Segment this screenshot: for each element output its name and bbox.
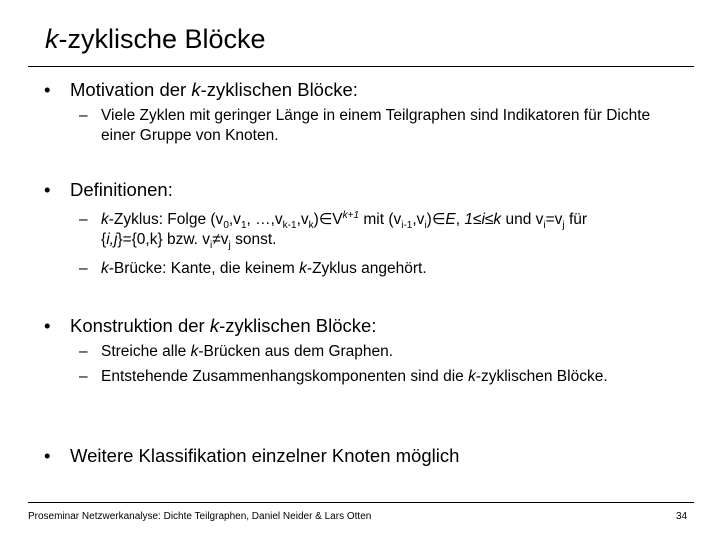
dash-marker: – <box>79 211 88 228</box>
title-divider <box>28 66 694 67</box>
dash-marker: – <box>79 107 88 124</box>
dash-marker: – <box>79 260 88 277</box>
dash-marker: – <box>79 368 88 385</box>
bullet-marker: • <box>44 445 51 466</box>
page-number: 34 <box>676 511 688 522</box>
footer-text: Proseminar Netzwerkanalyse: Dichte Teilgraphen, Daniel Neider & Lars Otten <box>28 511 372 522</box>
bullet-marker: • <box>44 179 51 200</box>
bullet-marker: • <box>44 79 51 100</box>
dash-marker: – <box>79 343 88 360</box>
bullet-marker: • <box>44 315 51 336</box>
slide-title: k-zyklische Blöcke <box>45 24 266 54</box>
footer-divider <box>28 502 694 503</box>
